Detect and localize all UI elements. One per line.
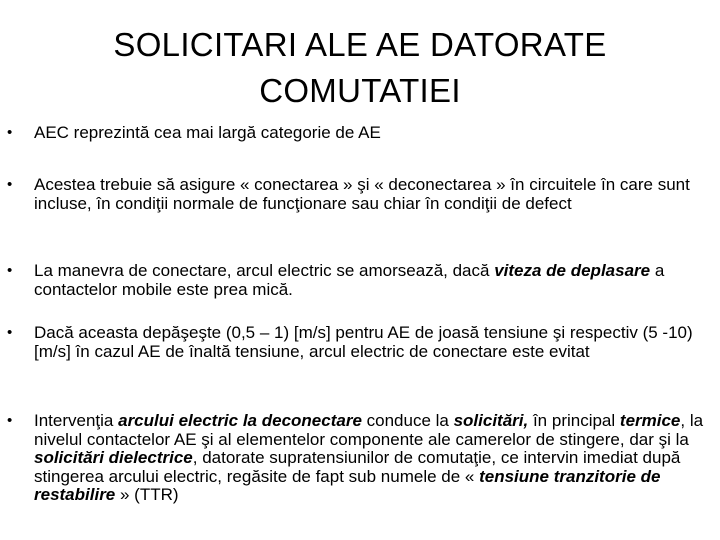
text-segment: a contactelor mobile este prea mică. bbox=[34, 261, 665, 299]
slide-title bbox=[0, 22, 720, 114]
bullet-icon: • bbox=[7, 176, 13, 193]
bullet-icon: • bbox=[7, 324, 13, 341]
bullet-text: AEC reprezintă cea mai largă categorie de AE bbox=[34, 123, 381, 142]
text-segment: conduce la bbox=[361, 411, 454, 430]
emphasis-text: arcului electric la deconectare bbox=[118, 411, 362, 430]
bullet-icon: • bbox=[7, 262, 13, 279]
emphasis-text: tensiune tranzitorie de restabilire bbox=[34, 466, 661, 504]
text-segment: La manevra de conectare, arcul electric se amorsează, dacă bbox=[34, 261, 495, 280]
bullet-text bbox=[34, 412, 714, 505]
bullet-icon: • bbox=[7, 412, 13, 429]
bullet-icon: • bbox=[7, 124, 13, 141]
text-segment: , la nivelul contactelor AE şi al elementelor componente ale camerelor de stingere, dar şi la bbox=[34, 411, 704, 449]
emphasis-text: termice bbox=[619, 411, 681, 430]
bullet-text: Dacă aceasta depăşeşte (0,5 – 1) [m/s] pentru AE de joasă tensiune şi respectiv (5 -10) [m/s] în cazul AE de înaltă tensiune, arcul electric de conectare este evitat bbox=[34, 323, 693, 361]
text-segment: , datorate supratensiunilor de comutaţie, ce intervin imediat după stingerea arcului electric, regăsite de fapt sub numele de « bbox=[34, 448, 681, 486]
text-segment: Intervenţia bbox=[34, 411, 119, 430]
title-line-1: SOLICITARI ALE AE DATORATE bbox=[113, 26, 607, 63]
bullet-text bbox=[34, 262, 714, 299]
bullet-text: Acestea trebuie să asigure « conectarea » şi « deconectarea » în circuitele în care sunt incluse, în condiţii normale de funcţionare sau chiar în condiţii de defect bbox=[34, 175, 690, 213]
text-segment: » (TTR) bbox=[115, 485, 179, 504]
text-segment: în principal bbox=[528, 411, 620, 430]
title-line-2: COMUTATIEI bbox=[259, 72, 461, 109]
emphasis-text: viteza de deplasare bbox=[494, 261, 651, 280]
emphasis-text: solicitări, bbox=[453, 411, 529, 430]
emphasis-text: solicitări dielectrice bbox=[34, 448, 193, 467]
